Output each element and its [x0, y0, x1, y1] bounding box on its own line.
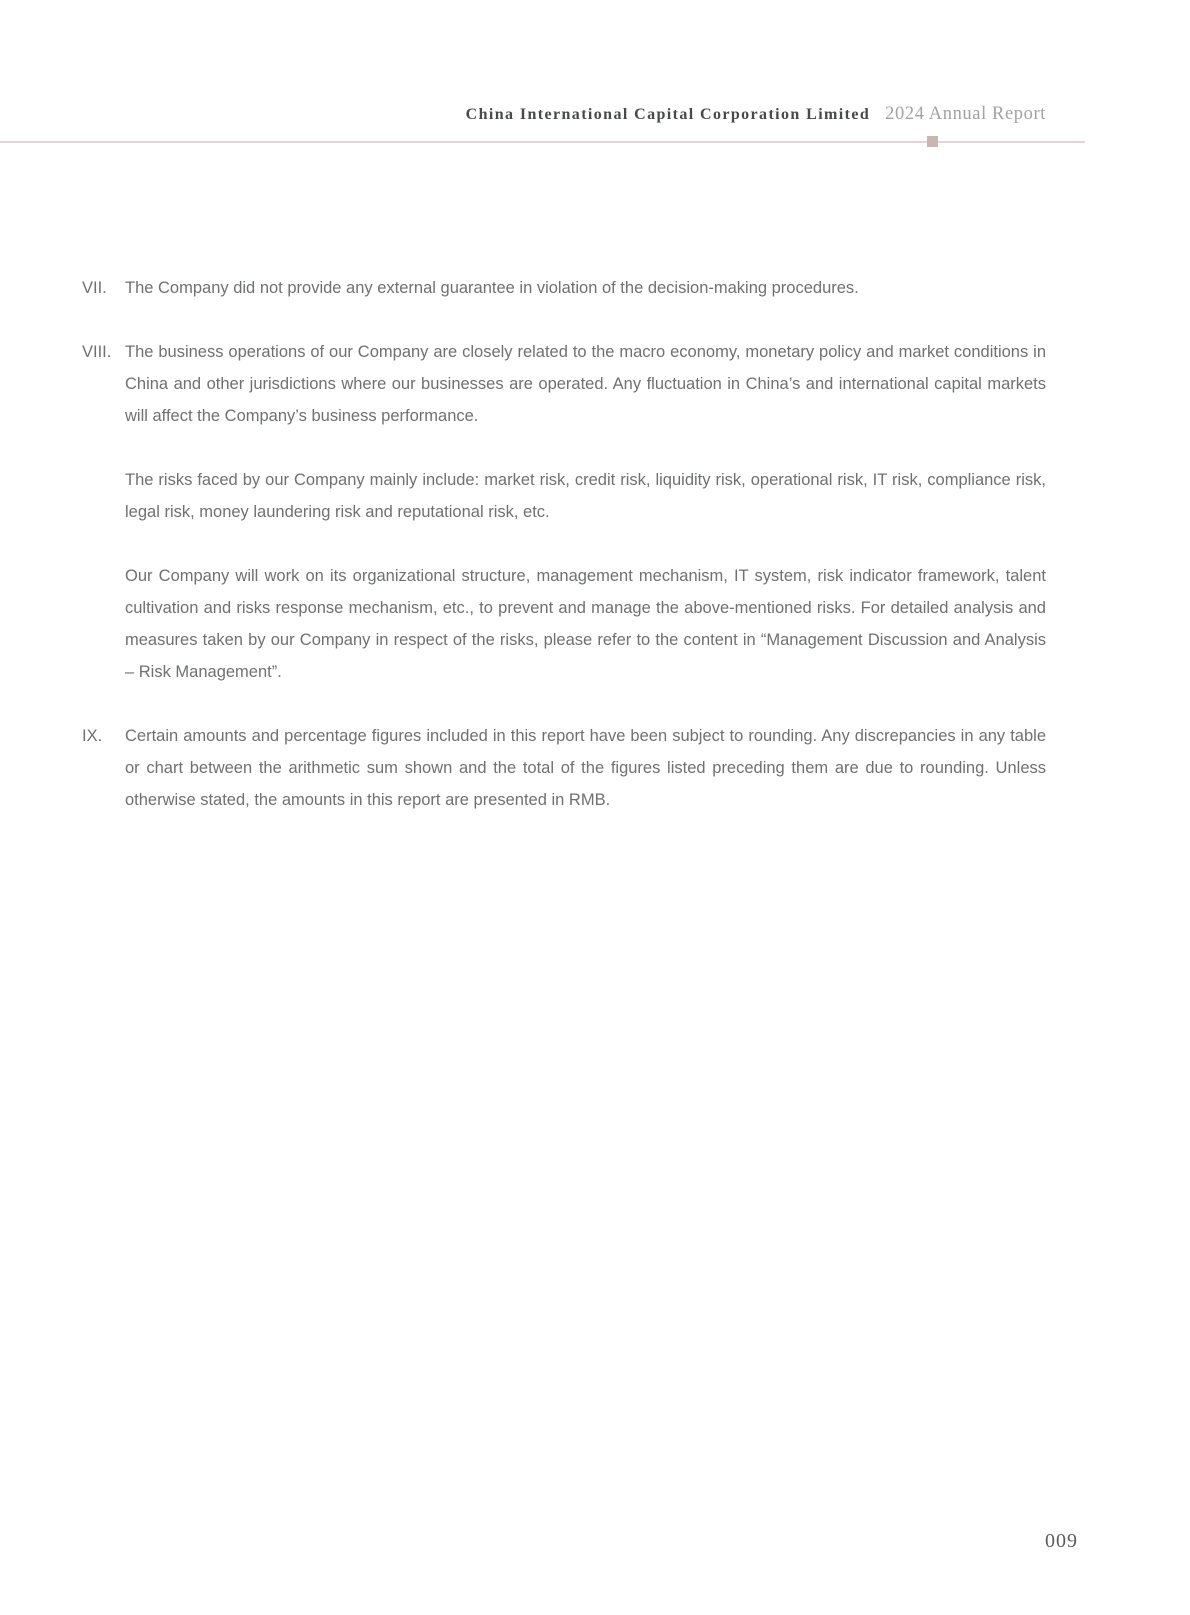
paragraph: The business operations of our Company are closely related to the macro economy, monetary policy and market conditions in China and other jurisdictions where our businesses are operated. Any fluctuation in China’s and international capital markets will affect the Company’s business performance.	[125, 343, 1046, 425]
section-body	[125, 272, 1046, 336]
section-numeral: VIII.	[82, 343, 112, 361]
header-rule	[0, 141, 1085, 143]
page-content	[82, 272, 1046, 848]
page-number: 009	[1045, 1530, 1078, 1552]
rule-marker-square	[927, 136, 938, 147]
section-body	[125, 720, 1046, 848]
company-name: China International Capital Corporation Limited	[465, 106, 871, 123]
section-vii	[82, 272, 1046, 336]
paragraph: The Company did not provide any external guarantee in violation of the decision-making procedures.	[125, 279, 859, 297]
section-viii	[82, 336, 1046, 720]
paragraph: The risks faced by our Company mainly include: market risk, credit risk, liquidity risk, operational risk, IT risk, compliance risk, legal risk, money laundering risk and reputational risk, etc.	[125, 471, 1046, 521]
paragraph: Certain amounts and percentage figures included in this report have been subject to rounding. Any discrepancies in any table or chart between the arithmetic sum shown and the total of the figures listed preceding them are due to rounding. Unless otherwise stated, the amounts in this report are presented in RMB.	[125, 727, 1046, 809]
section-numeral: IX.	[82, 727, 103, 745]
paragraph: Our Company will work on its organizational structure, management mechanism, IT system, risk indicator framework, talent cultivation and risks response mechanism, etc., to prevent and manage the above-mentioned risks. For detailed analysis and measures taken by our Company in respect of the risks, please refer to the content in “Management Discussion and Analysis – Risk Management”.	[125, 567, 1046, 681]
report-title: 2024 Annual Report	[885, 104, 1046, 124]
section-ix	[82, 720, 1046, 848]
page-header	[466, 104, 1046, 125]
section-numeral: VII.	[82, 279, 107, 297]
section-body	[125, 336, 1046, 720]
